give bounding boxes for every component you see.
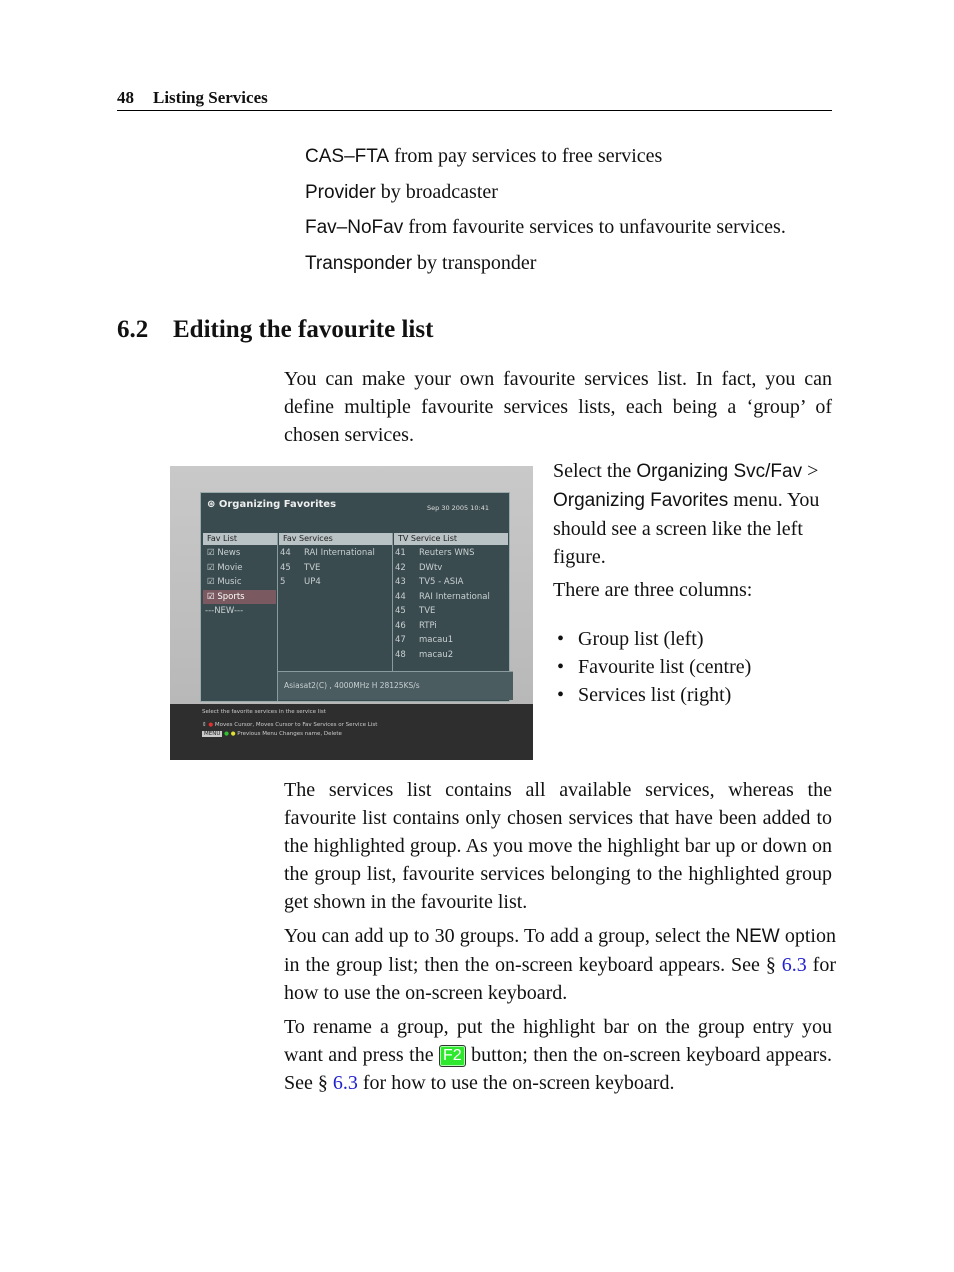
columns-intro: There are three columns: xyxy=(553,579,753,601)
definition-term: Fav–NoFav xyxy=(305,217,404,238)
list-item[interactable]: 48 macau2 xyxy=(395,649,454,660)
select-menu-paragraph: Select the Organizing Svc/Fav > Organizing Favorites menu. You should see a screen like the left figure. xyxy=(553,460,820,568)
section-number: 6.2 xyxy=(117,316,149,343)
definition-item xyxy=(305,252,786,288)
definition-desc: from pay services to free services xyxy=(394,145,663,167)
organizing-favorites-screenshot xyxy=(170,466,533,760)
list-item[interactable]: ☑ Music xyxy=(207,577,242,587)
bullet-item: • Services list (right) xyxy=(557,684,732,706)
page-number: 48 xyxy=(117,88,134,107)
list-item-selected[interactable]: ☑ Sports xyxy=(203,590,276,605)
transponder-info: Asiasat2(C) , 4000MHz H 28125KS/s xyxy=(278,671,513,700)
list-item[interactable]: 44 RAI International xyxy=(395,591,490,602)
definition-desc: by broadcaster xyxy=(380,180,498,203)
definition-desc: by transponder xyxy=(417,251,537,274)
help-line: MENU ● ● Previous Menu Changes name, Delete xyxy=(204,731,342,737)
running-header xyxy=(117,86,832,111)
rename-group-paragraph: To rename a group, put the highlight bar on the group entry you want and press the F2 button; then the on-screen keyboard appears. See § 6.3 for how to use the on-screen keyboard. xyxy=(284,1016,832,1094)
tv-services-list xyxy=(395,546,505,662)
red-dot-icon: ● xyxy=(208,722,214,728)
definition-term: CAS–FTA xyxy=(305,146,390,167)
list-item[interactable]: 46 RTPi xyxy=(395,620,437,631)
fav-services-list xyxy=(280,546,390,590)
tv-list-header: TV Service List xyxy=(394,533,508,545)
list-item[interactable]: 45 TVE xyxy=(395,606,436,616)
definition-item xyxy=(305,216,786,252)
fav-list-header: Fav List xyxy=(203,533,277,545)
arrows-icon: ⇕ xyxy=(202,722,207,728)
menu-logo-icon: ⊛ xyxy=(207,499,216,510)
help-bar xyxy=(170,704,533,760)
bullet-icon: • xyxy=(557,684,565,706)
list-item[interactable]: ☑ Movie xyxy=(207,562,243,573)
section-link[interactable]: 6.3 xyxy=(781,954,807,976)
menu-title: ⊛ Organizing Favorites xyxy=(207,499,337,510)
list-item[interactable]: 42 DWtv xyxy=(395,562,443,573)
services-paragraph: The services list contains all available services, whereas the favourite list contains only chosen services that have been added to the highlighted group. As you move the highlight bar up or down on the group list, favourite services belonging to the highlighted group get shown in the favourite list. xyxy=(284,779,832,913)
column-bullet-list xyxy=(557,628,751,712)
help-line: Select the favorite services in the service list xyxy=(202,709,326,715)
add-group-paragraph: You can add up to 30 groups. To add a group, select the NEW option in the group list; then the on-screen keyboard appears. See § 6.3 for how to use the on-screen keyboard. xyxy=(284,925,836,1004)
list-item[interactable]: 41 Reuters WNS xyxy=(395,548,475,558)
bullet-icon: • xyxy=(557,628,565,650)
bullet-item: • Favourite list (centre) xyxy=(557,656,752,678)
menu-key-icon: MENU xyxy=(204,731,221,737)
menu-panel xyxy=(200,492,510,702)
menu-path-1: Organizing Svc/Fav xyxy=(636,461,803,482)
list-item[interactable]: ☑ News xyxy=(207,548,241,558)
list-item[interactable]: 5 UP4 xyxy=(280,577,321,587)
definition-desc: from favourite services to unfavourite services. xyxy=(408,216,786,238)
intro-paragraph: You can make your own favourite services list. In fact, you can define multiple favourite services lists, each being a ‘group’ of chosen services. xyxy=(284,368,832,446)
fav-group-list xyxy=(203,546,276,619)
chapter-title: Listing Services xyxy=(153,88,268,107)
section-title: Editing the favourite list xyxy=(173,316,434,343)
sort-options-list xyxy=(305,145,786,287)
definition-item xyxy=(305,145,786,181)
list-item[interactable]: 44 RAI International xyxy=(280,548,375,558)
help-line: ⇕ ● Moves Cursor, Moves Cursor to Fav Services or Service List xyxy=(202,722,378,728)
list-item[interactable]: 43 TV5 - ASIA xyxy=(395,577,464,587)
green-dot-icon: ● xyxy=(224,731,229,737)
f2-button-icon: F2 xyxy=(439,1045,466,1067)
bullet-item: • Group list (left) xyxy=(557,628,704,650)
yellow-dot-icon: ● xyxy=(230,731,236,737)
list-item[interactable]: 45 TVE xyxy=(280,562,321,573)
menu-date: Sep 30 2005 10:41 xyxy=(427,504,489,512)
new-keyword: NEW xyxy=(735,926,780,947)
bullet-icon: • xyxy=(557,656,565,678)
fav-services-header: Fav Services xyxy=(279,533,393,545)
definition-term: Transponder xyxy=(305,252,413,274)
column-divider xyxy=(392,533,393,671)
menu-path-2: Organizing Favorites xyxy=(553,490,729,511)
definition-term: Provider xyxy=(305,181,376,203)
section-link[interactable]: 6.3 xyxy=(332,1072,358,1094)
list-item-new[interactable]: ---NEW--- xyxy=(205,606,244,616)
list-item[interactable]: 47 macau1 xyxy=(395,635,454,645)
definition-item xyxy=(305,181,786,217)
